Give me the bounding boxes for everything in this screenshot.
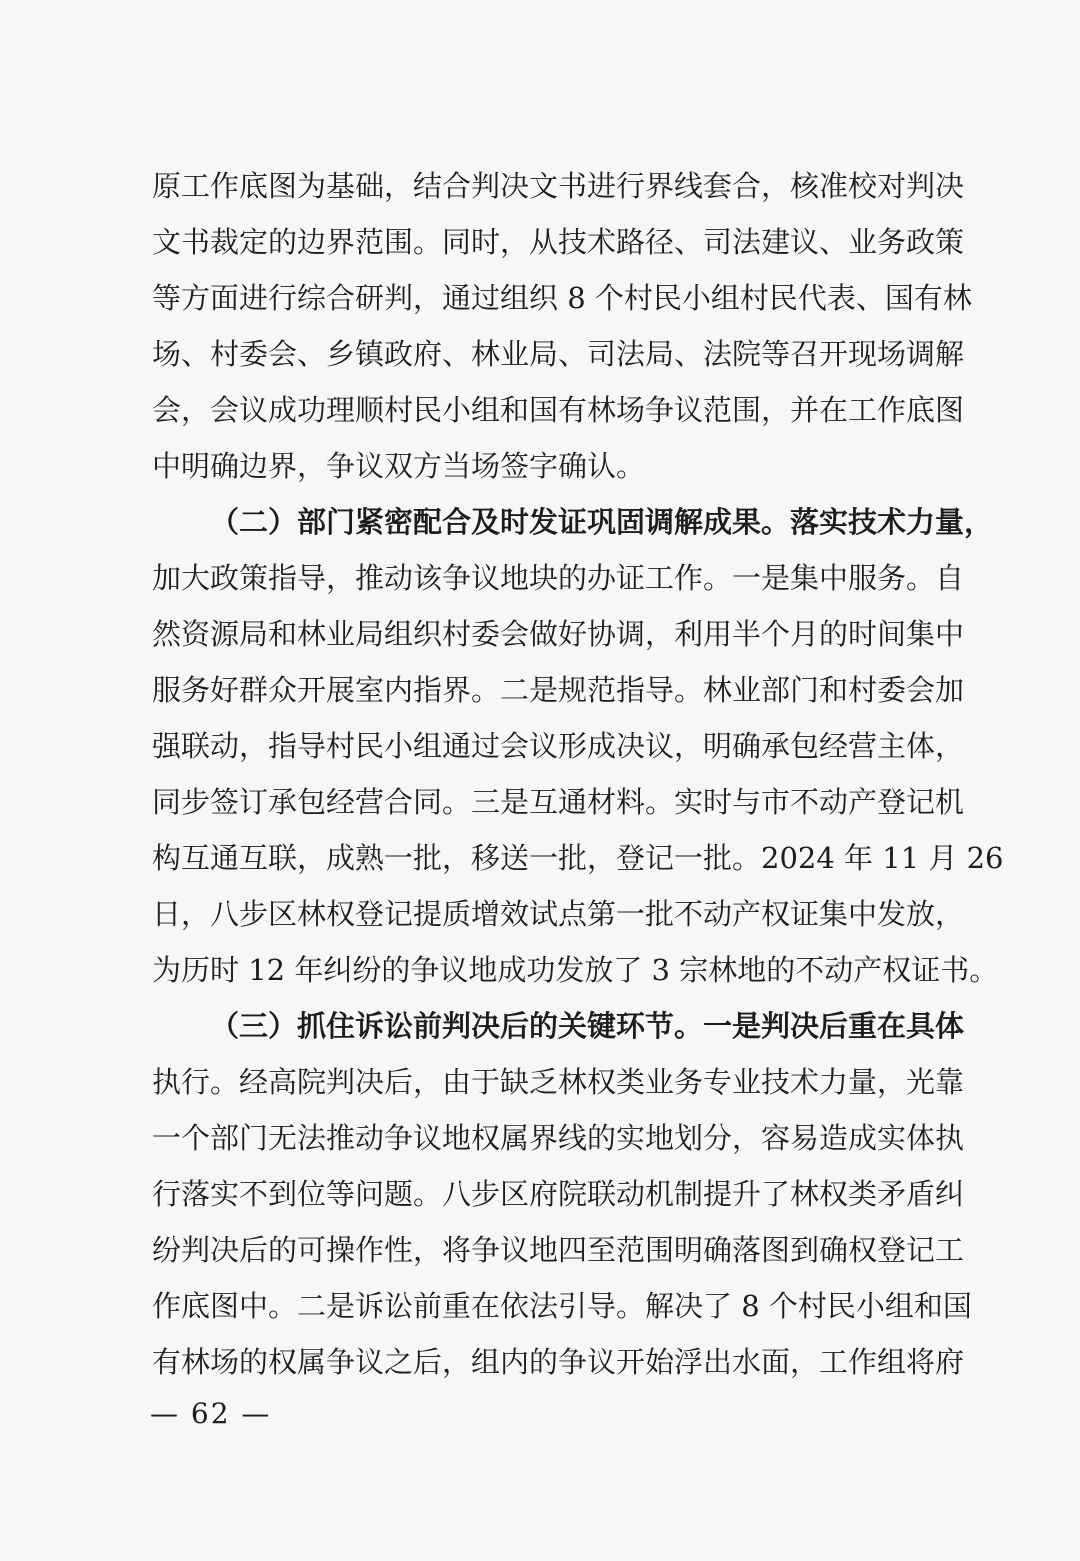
text-line-8: 加大政策指导，推动该争议地块的办证工作。一是集中服务。自: [152, 561, 965, 595]
text-line-17: 执行。经高院判决后，由于缺乏林权类业务专业技术力量，光靠: [152, 1065, 965, 1099]
text-line-20: 纷判决后的可操作性，将争议地四至范围明确落图到确权登记工: [152, 1233, 965, 1267]
text-line-22: 有林场的权属争议之后，组内的争议开始浮出水面，工作组将府: [152, 1345, 965, 1379]
text-line-9: 然资源局和林业局组织村委会做好协调，利用半个月的时间集中: [152, 617, 965, 651]
text-line-19: 行落实不到位等问题。八步区府院联动机制提升了林权类矛盾纠: [152, 1177, 965, 1211]
text-line-14: 日，八步区林权登记提质增效试点第一批不动产权证集中发放，: [152, 897, 965, 931]
text-line-21: 作底图中。二是诉讼前重在依法引导。解决了 8 个村民小组和国: [152, 1289, 972, 1323]
text-line-3: 等方面进行综合研判，通过组织 8 个村民小组村民代表、国有林: [152, 281, 972, 315]
text-line-6: 中明确边界，争议双方当场签字确认。: [152, 449, 646, 483]
text-line-5: 会，会议成功理顺村民小组和国有林场争议范围，并在工作底图: [152, 393, 965, 427]
text-line-4: 场、村委会、乡镇政府、林业局、司法局、法院等召开现场调解: [152, 337, 965, 371]
text-line-1: 原工作底图为基础，结合判决文书进行界线套合，核准校对判决: [152, 169, 965, 203]
text-line-12: 同步签订承包经营合同。三是互通材料。实时与市不动产登记机: [152, 785, 965, 819]
section-heading-3: （三）抓住诉讼前判决后的关键环节。一是判决后重在具体: [210, 1009, 965, 1043]
page-number: — 62 —: [150, 1397, 272, 1430]
text-line-18: 一个部门无法推动争议地权属界线的实地划分，容易造成实体执: [152, 1121, 965, 1155]
text-line-10: 服务好群众开展室内指界。二是规范指导。林业部门和村委会加: [152, 673, 965, 707]
section-heading-2: （二）部门紧密配合及时发证巩固调解成果。落实技术力量，: [210, 505, 994, 539]
text-line-13: 构互通互联，成熟一批，移送一批，登记一批。2024 年 11 月 26: [152, 841, 1004, 875]
text-line-2: 文书裁定的边界范围。同时，从技术路径、司法建议、业务政策: [152, 225, 965, 259]
text-line-11: 强联动，指导村民小组通过会议形成决议，明确承包经营主体，: [152, 729, 965, 763]
text-line-15: 为历时 12 年纠纷的争议地成功发放了 3 宗林地的不动产权证书。: [152, 953, 999, 987]
